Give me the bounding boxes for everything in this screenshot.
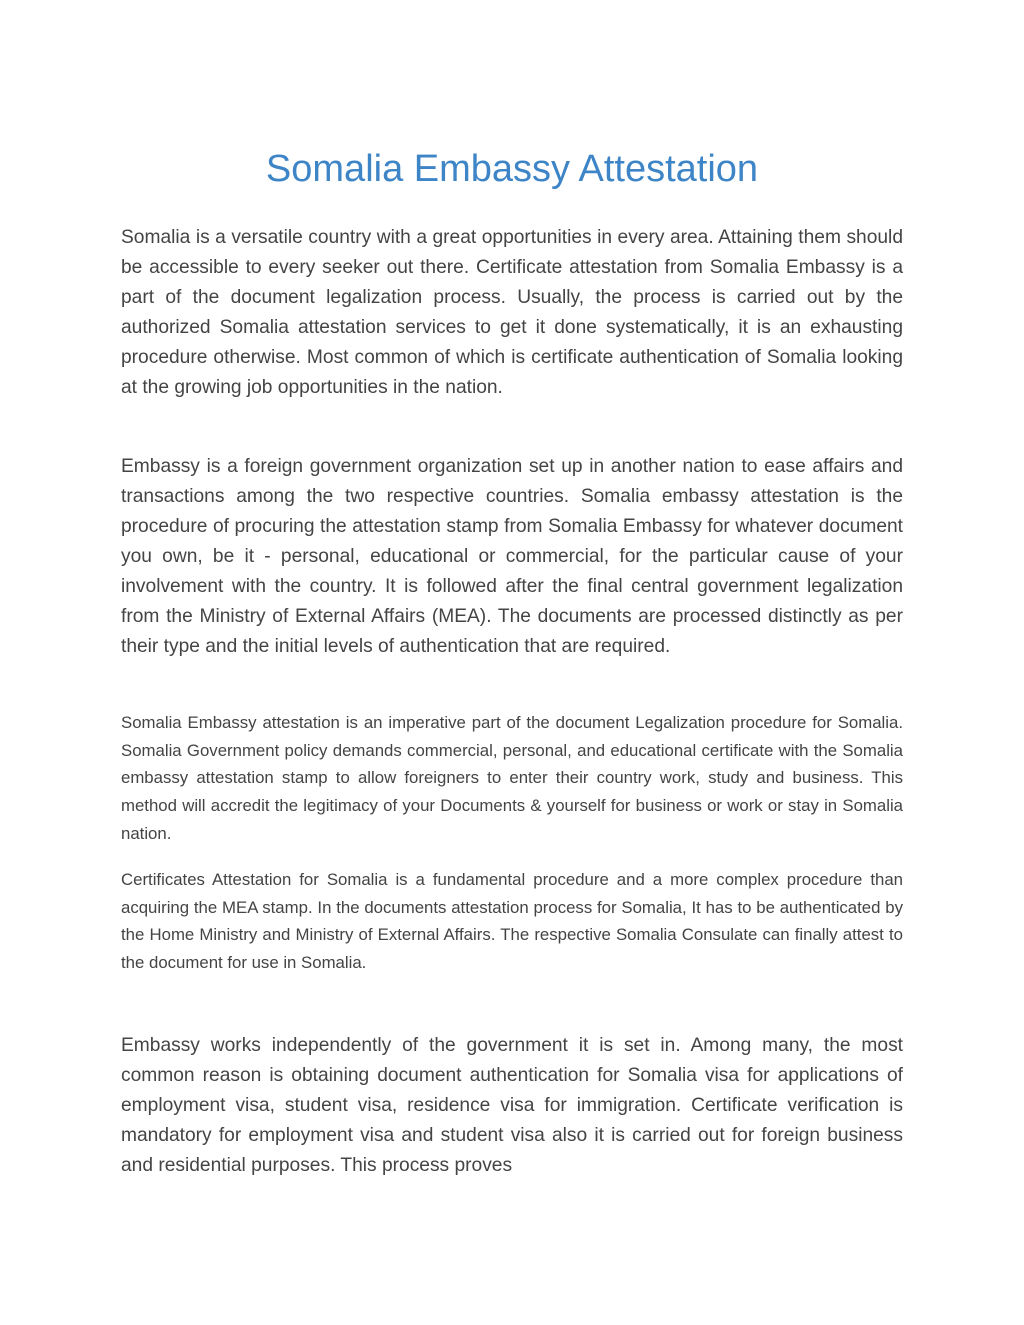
paragraph-legalization-procedure: Somalia Embassy attestation is an imperative part of the document Legalization procedure for Somalia. Somalia Government policy demands commercial, personal, and educational certificate with the Somalia embassy attestation stamp to allow foreigners to enter their country work, study and business. This method will accredit the legitimacy of your Documents & yourself for business or work or stay in Somalia nation. bbox=[121, 713, 903, 843]
document-title: Somalia Embassy Attestation bbox=[265, 148, 759, 190]
paragraph-certificates-attestation: Certificates Attestation for Somalia is a fundamental procedure and a more complex procedure than acquiring the MEA stamp. In the documents attestation process for Somalia, It has to be authenticated by the Home Ministry and Ministry of External Affairs. The respective Somalia Consulate can finally attest to the document for use in Somalia. bbox=[121, 870, 903, 973]
paragraph-embassy-independence: Embassy works independently of the government it is set in. Among many, the most common reason is obtaining document authentication for Somalia visa for applications of employment visa, student visa, residence visa for immigration. Certificate verification is mandatory for employment visa and student visa also it is carried out for foreign business and residential purposes. This process proves bbox=[121, 1035, 903, 1176]
paragraph-intro: Somalia is a versatile country with a great opportunities in every area. Attaining them should be accessible to every seeker out there. Certificate attestation from Somalia Embassy is a part of the document legalization process. Usually, the process is carried out by the authorized Somalia attestation services to get it done systematically, it is an exhausting procedure otherwise. Most common of which is certificate authentication of Somalia looking at the growing job opportunities in the nation. bbox=[121, 227, 903, 398]
paragraph-embassy-definition: Embassy is a foreign government organization set up in another nation to ease affairs and transactions among the two respective countries. Somalia embassy attestation is the procedure of procuring the attestation stamp from Somalia Embassy for whatever document you own, be it - personal, educational or commercial, for the particular cause of your involvement with the country. It is followed after the final central government legalization from the Ministry of External Affairs (MEA). The documents are processed distinctly as per their type and the initial levels of authentication that are required. bbox=[121, 456, 903, 657]
